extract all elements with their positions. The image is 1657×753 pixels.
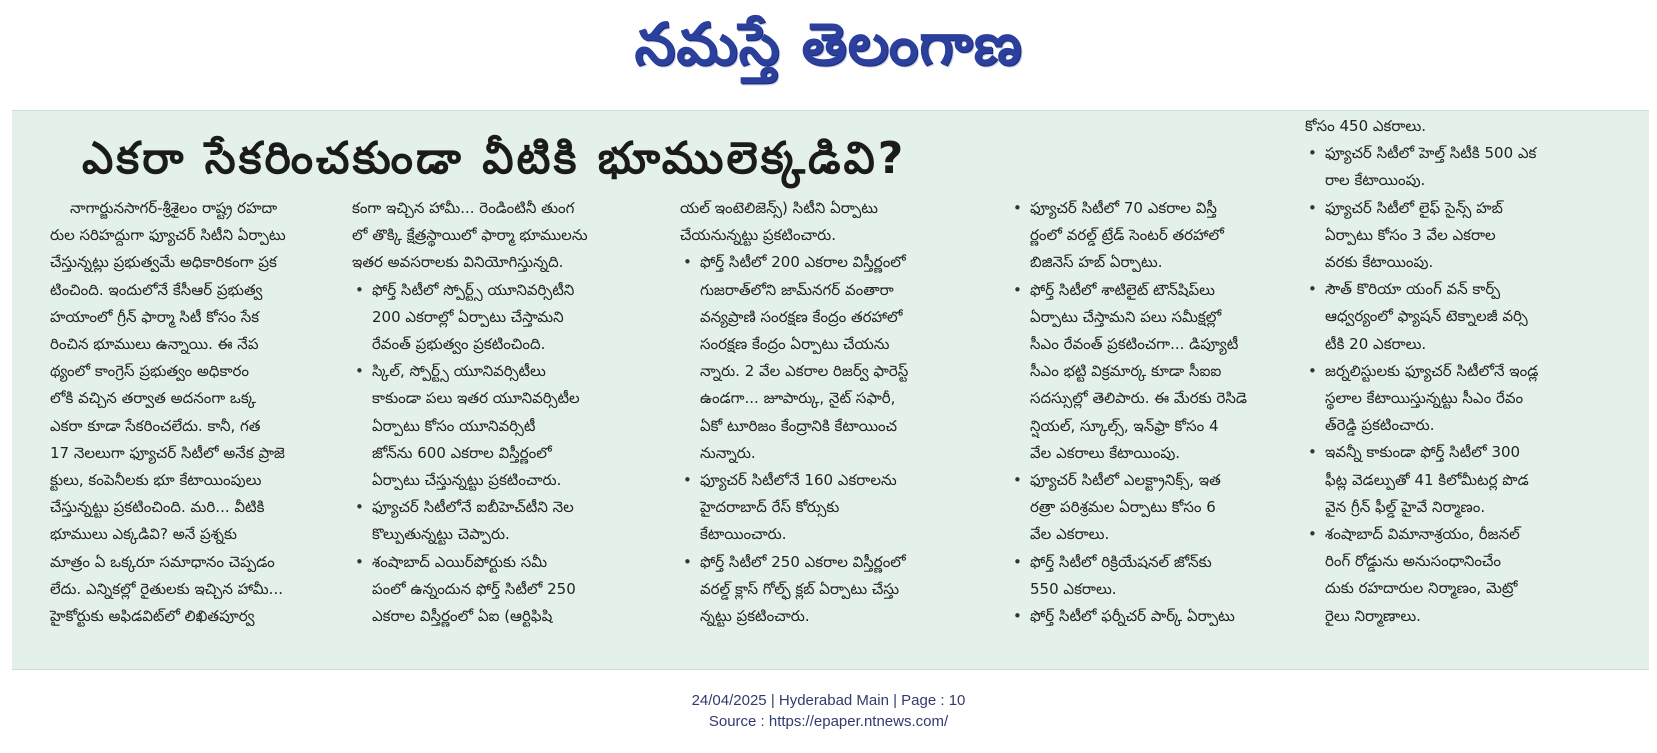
bullet-item-continuation: వన్యప్రాణి సంరక్షణ కేంద్రం తరహాలో <box>700 307 903 326</box>
article-column-4 <box>1010 195 1310 630</box>
paragraph-line: 17 నెలలుగా ఫ్యూచర్ సిటీలో అనేక ప్రాజె <box>50 443 285 462</box>
bullet-item-continuation: బిజినెస్ హబ్ ఏర్పాటు. <box>1030 253 1163 272</box>
paragraph-line: ఎకరా కూడా సేకరించలేదు. కానీ, గత <box>50 416 261 435</box>
bullet-item-continuation: కాకుండా పలు ఇతర యూనివర్సిటీల <box>372 389 580 408</box>
bullet-item-continuation: ఆధ్వర్యంలో ఫ్యాషన్ టెక్నాలజీ వర్సి <box>1325 307 1528 326</box>
bullet-item-continuation: ఏర్పాటు కోసం 3 వేల ఎకరాల <box>1325 225 1496 244</box>
bullet-item-continuation: దుకు రహదారుల నిర్మాణం, మెట్రో <box>1325 579 1518 598</box>
bullet-item-continuation: సంరక్షణ కేంద్రం ఏర్పాటు చేయను <box>700 335 890 354</box>
bullet-item-continuation: కేటాయించారు. <box>700 525 787 544</box>
article-column-1 <box>50 195 350 630</box>
paragraph-line: నాగార్జునసాగర్-శ్రీశైలం రాష్ట్ర రహదా <box>70 199 278 217</box>
bullet-item: • ఫోర్త్ సిటీలో 200 ఎకరాల విస్తీర్ణంలో <box>680 249 990 276</box>
source-link[interactable]: Source : https://epaper.ntnews.com/ <box>708 713 949 730</box>
bullet-item: • ఫోర్త్ సిటీలో స్పోర్ట్స్ యూనివర్సిటీని <box>352 277 662 304</box>
bullet-item-continuation: టీకి 20 ఎకరాలు. <box>1325 334 1427 353</box>
bullet-item-continuation: ఏర్పాటు కోసం యూనివర్సిటీ <box>372 416 536 435</box>
bullet-item-continuation: గుజరాత్‌లోని జామ్‌నగర్ వంతారా <box>700 280 894 299</box>
article-column-5 <box>1305 113 1635 630</box>
bullet-item-continuation: ఎకరాల విస్తీర్ణంలో ఏఐ (ఆర్టిఫిషి <box>372 607 553 626</box>
paragraph-line: లో తొక్కి క్షేత్రస్థాయిలో ఫార్మా భూములను <box>352 226 588 245</box>
paragraph-line: చేస్తున్నట్లు ప్రభుత్వమే అధికారికంగా ప్రక <box>50 253 277 272</box>
paragraph-line: క్టులు, కంపెనీలకు భూ కేటాయింపులు <box>50 471 262 490</box>
bullet-item: • ఫ్యూచర్ సిటీలోనే ఐబీహెచ్‌టీని నెల <box>352 494 662 521</box>
bullet-list <box>1010 195 1310 630</box>
bullet-item: • ఫ్యూచర్ సిటీలో హెల్త్ సిటీకి 500 ఎక <box>1305 140 1635 167</box>
bullet-item-continuation: 550 ఎకరాలు. <box>1030 579 1117 598</box>
bullet-item-continuation: న్షియల్, స్కూల్స్, ఇన్‌ఫ్రా కోసం 4 <box>1030 416 1219 435</box>
bullet-item-continuation: రాల కేటాయింపు. <box>1325 171 1426 190</box>
newspaper-logo: నమస్తే తెలంగాణ <box>634 10 1023 78</box>
bullet-item-continuation: ఏర్పాటు చేస్తున్నట్టు ప్రకటించారు. <box>372 471 562 490</box>
bullet-item-continuation: రత్రా పరిశ్రమల ఏర్పాటు కోసం 6 <box>1030 498 1216 517</box>
bullet-item-continuation: న్నట్టు ప్రకటించారు. <box>700 607 810 626</box>
bullet-item-continuation: సీఎం భట్టి విక్రమార్క కూడా సీఐఐ <box>1030 362 1222 381</box>
paragraph-line: చేస్తున్నట్టు ప్రకటించింది. మరి... వీటికి <box>50 498 265 517</box>
paragraph-line: మాత్రం ఏ ఒక్కరూ సమాధానం చెప్పడం <box>50 552 275 571</box>
bullet-item-continuation: సీఎం రేవంత్ ప్రకటించగా... డిప్యూటీ <box>1030 335 1239 354</box>
bullet-item: • శంషాబాద్ ఎయిర్‌పోర్టుకు సమీ <box>352 549 662 576</box>
bullet-item-continuation: రేవంత్ ప్రభుత్వం ప్రకటించింది. <box>372 335 546 354</box>
paragraph-line: ఇతర అవసరాలకు వినియోగిస్తున్నది. <box>352 253 564 272</box>
bullet-item: • ఫోర్త్ సిటీలో ఫర్నీచర్ పార్క్ ఏర్పాటు <box>1010 603 1310 630</box>
bullet-item: • ఫ్యూచర్ సిటీలో లైఫ్ సైన్స్ హబ్ <box>1305 195 1635 222</box>
bullet-item: • సౌత్ కొరియా యంగ్ వన్ కార్ప్ <box>1305 276 1635 303</box>
paragraph-line: హయాంలో గ్రీన్ ఫార్మా సిటీ కోసం సేక <box>50 307 260 326</box>
paragraph-line: యల్ ఇంటెలిజెన్స్) సిటీని ఏర్పాటు <box>680 199 878 217</box>
bullet-item: • ఫ్యూచర్ సిటీలో ఎలక్ట్రానిక్స్, ఇత <box>1010 467 1310 494</box>
paragraph-line: లోకి వచ్చిన తర్వాత అదనంగా ఒక్క <box>50 389 256 408</box>
article-column-3 <box>680 195 990 630</box>
paragraph-line: చేయనున్నట్టు ప్రకటించారు. <box>680 226 837 245</box>
bullet-list <box>352 277 662 631</box>
bullet-item-continuation: ఫీట్ల వెడల్పుతో 41 కిలోమీటర్ల పొడ <box>1325 470 1529 489</box>
paragraph-line: రించిన భూములు ఉన్నాయి. ఈ నేప <box>50 335 259 354</box>
bullet-item: • ఇవన్నీ కాకుండా ఫోర్త్ సిటీలో 300 <box>1305 439 1635 466</box>
bullet-item: • ఫ్యూచర్ సిటీలోనే 160 ఎకరాలను <box>680 467 990 494</box>
bullet-item-continuation: నున్నారు. <box>700 443 756 462</box>
bullet-item-continuation: ఏకో టూరిజం కేంద్రానికి కేటాయించ <box>700 416 898 435</box>
paragraph-line: రుల సరిహద్దుగా ఫ్యూచర్ సిటీని ఏర్పాటు <box>50 226 286 245</box>
bullet-item-continuation: కొల్పుతున్నట్టు చెప్పారు. <box>372 525 510 544</box>
bullet-item: • స్కిల్, స్పోర్ట్స్ యూనివర్సిటీలు <box>352 358 662 385</box>
paragraph-line: హైకోర్టుకు అఫిడవిట్‌లో లిఖితపూర్వ <box>50 607 255 626</box>
bullet-item-continuation: హైదరాబాద్ రేస్ కోర్సుకు <box>700 498 840 517</box>
bullet-item-continuation: వేల ఎకరాలు కేటాయింపు. <box>1030 443 1181 462</box>
paragraph-line: కోసం 450 ఎకరాలు. <box>1305 117 1427 135</box>
bullet-item-continuation: 200 ఎకరాల్లో ఏర్పాటు చేస్తామని <box>372 307 564 326</box>
paragraph-line: భూములు ఎక్కడివి? అనే ప్రశ్నకు <box>50 525 237 544</box>
article-column-2 <box>352 195 662 630</box>
bullet-item-continuation: వరకు కేటాయింపు. <box>1325 253 1434 272</box>
bullet-item-continuation: త్‌రెడ్డి ప్రకటించారు. <box>1325 416 1435 435</box>
bullet-item: • జర్నలిస్టులకు ఫ్యూచర్ సిటీలోనే ఇండ్ల <box>1305 358 1635 385</box>
paragraph-line: లేదు. ఎన్నికల్లో రైతులకు ఇచ్చిన హామీ... <box>50 579 283 598</box>
bullet-item-continuation: స్థలాల కేటాయిస్తున్నట్టు సీఎం రేవం <box>1325 389 1524 408</box>
bullet-item-continuation: వేల ఎకరాలు. <box>1030 525 1110 544</box>
bullet-list <box>680 249 990 630</box>
bullet-item-continuation: ఉండగా... జూపార్కు, నైట్ సఫారీ, <box>700 389 896 408</box>
bullet-item-continuation: ర్ణంలో వరల్డ్ ట్రేడ్ సెంటర్ తరహాలో <box>1030 226 1224 245</box>
bullet-item-continuation: వైన గ్రీన్ ఫీల్డ్ హైవే నిర్మాణం. <box>1325 497 1486 516</box>
bullet-item: • ఫోర్త్ సిటీలో రిక్రియేషనల్ జోన్‌కు <box>1010 549 1310 576</box>
bullet-item-continuation: వరల్డ్ క్లాస్ గోల్ఫ్ క్లబ్ ఏర్పాటు చేస్తు <box>700 579 900 598</box>
bullet-item: • ఫ్యూచర్ సిటీలో 70 ఎకరాల విస్తీ <box>1010 195 1310 222</box>
bullet-item-continuation: పంలో ఉన్నందున ఫోర్త్ సిటీలో 250 <box>372 579 576 598</box>
bullet-item-continuation: రైలు నిర్మాణాలు. <box>1325 606 1421 625</box>
bullet-item: • ఫోర్త్ సిటీలో 250 ఎకరాల విస్తీర్ణంలో <box>680 549 990 576</box>
bullet-item: • ఫోర్త్ సిటీలో శాటిలైట్ టౌన్‌షిప్‌లు <box>1010 277 1310 304</box>
bullet-item: • శంషాబాద్ విమానాశ్రయం, రీజనల్ <box>1305 521 1635 548</box>
bullet-item-continuation: న్నారు. 2 వేల ఎకరాల రిజర్వ్ ఫారెస్ట్ <box>700 362 909 381</box>
edition-info: 24/04/2025 | Hyderabad Main | Page : 10 <box>691 692 966 709</box>
article-headline: ఎకరా సేకరించకుండా వీటికి భూములెక్కడివి? <box>82 133 907 184</box>
masthead <box>0 6 1657 82</box>
bullet-list <box>1305 140 1635 630</box>
article-clipping <box>12 110 1649 670</box>
page-footer <box>0 690 1657 732</box>
paragraph-line: టించింది. ఇందులోనే కేసీఆర్ ప్రభుత్వ <box>50 280 263 299</box>
bullet-item-continuation: జోన్‌ను 600 ఎకరాల విస్తీర్ణంలో <box>372 443 552 462</box>
paragraph-line: కంగా ఇచ్చిన హామీ... రెండింటినీ తుంగ <box>352 199 575 217</box>
bullet-item-continuation: రింగ్ రోడ్డును అనుసంధానించేం <box>1325 552 1501 571</box>
bullet-item-continuation: ఏర్పాటు చేస్తామని పలు సమీక్షల్లో <box>1030 307 1222 326</box>
bullet-item-continuation: సదస్సుల్లో తెలిపారు. ఈ మేరకు రెసిడె <box>1030 389 1247 408</box>
paragraph-line: థ్యంలో కాంగ్రెస్ ప్రభుత్వం అధికారం <box>50 362 250 381</box>
